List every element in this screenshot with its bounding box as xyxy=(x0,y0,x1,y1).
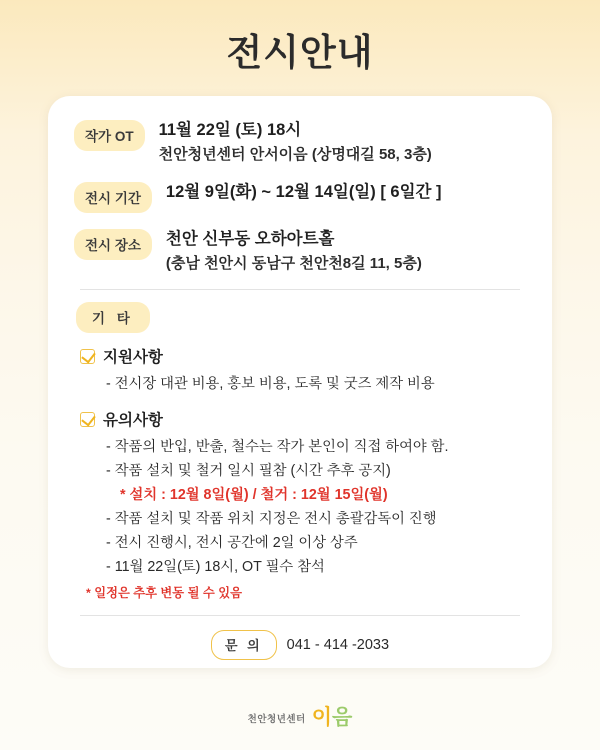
info-row-body xyxy=(159,118,526,166)
section-bullets xyxy=(106,372,526,396)
bullet-item: - 전시 진행시, 전시 공간에 2일 이상 상주 xyxy=(106,535,358,552)
logo-char-second: 음 xyxy=(332,706,353,729)
footer-org-name: 천안청년센터 xyxy=(247,713,306,725)
bullet-item: - 작품 설치 및 철거 일시 필참 (시간 추후 공지) xyxy=(106,463,391,480)
info-row-body xyxy=(166,180,526,205)
info-row-venue xyxy=(74,227,526,275)
bullet-item: - 작품의 반입, 반출, 철수는 작가 본인이 직접 하여야 함. xyxy=(106,439,449,456)
bullet-item-highlight: * 설치 : 12월 8일(월) / 철거 : 12월 15일(월) xyxy=(120,487,388,504)
info-row-label: 전시 기간 xyxy=(74,182,152,213)
bullet-item: - 전시장 대관 비용, 홍보 비용, 도록 및 굿즈 제작 비용 xyxy=(106,376,435,392)
section-heading-row xyxy=(80,408,526,430)
info-row-body xyxy=(166,227,526,275)
info-row-label: 작가 OT xyxy=(74,120,145,151)
bullet-item: - 11월 22일(토) 18시, OT 필수 참석 xyxy=(106,559,325,576)
schedule-change-note: * 일정은 추후 변동 될 수 있음 xyxy=(86,586,242,601)
contact-number[interactable]: 041 - 414 -2033 xyxy=(286,637,390,654)
info-row-line1: 12월 9일(화) ~ 12월 14일(일) [ 6일간 ] xyxy=(165,183,442,201)
info-card xyxy=(48,96,552,668)
eum-logo-icon xyxy=(312,707,353,728)
contact-label: 문 의 xyxy=(211,630,277,660)
footer-logo xyxy=(0,707,600,728)
bullet-item: - 작품 설치 및 작품 위치 지정은 전시 총괄감독이 진행 xyxy=(106,511,437,528)
info-row-period xyxy=(74,180,526,213)
info-row-line2: (충남 천안시 동남구 천안천8길 11, 5층) xyxy=(165,254,422,272)
info-row-label: 전시 장소 xyxy=(74,229,152,260)
checkbox-icon xyxy=(80,412,95,427)
section-heading-row xyxy=(80,345,526,367)
page-title: 전시안내 xyxy=(226,32,374,73)
section-heading-text: 유의사항 xyxy=(103,412,163,430)
info-row-line1: 11월 22일 (토) 18시 xyxy=(158,121,302,139)
etc-label: 기 타 xyxy=(76,302,150,333)
section-bullets xyxy=(106,435,526,579)
contact-block xyxy=(74,630,526,660)
info-row-ot xyxy=(74,118,526,166)
divider-bottom xyxy=(80,615,520,616)
divider-top xyxy=(80,289,520,290)
section-notice xyxy=(80,408,526,601)
info-row-line1: 천안 신부동 오하아트홀 xyxy=(165,230,335,248)
section-heading-text: 지원사항 xyxy=(103,349,163,366)
section-support xyxy=(80,345,526,396)
info-row-line2: 천안청년센터 안서이음 (상명대길 58, 3층) xyxy=(158,145,432,163)
checkbox-icon xyxy=(80,349,95,364)
logo-char-first: 이 xyxy=(311,706,333,729)
